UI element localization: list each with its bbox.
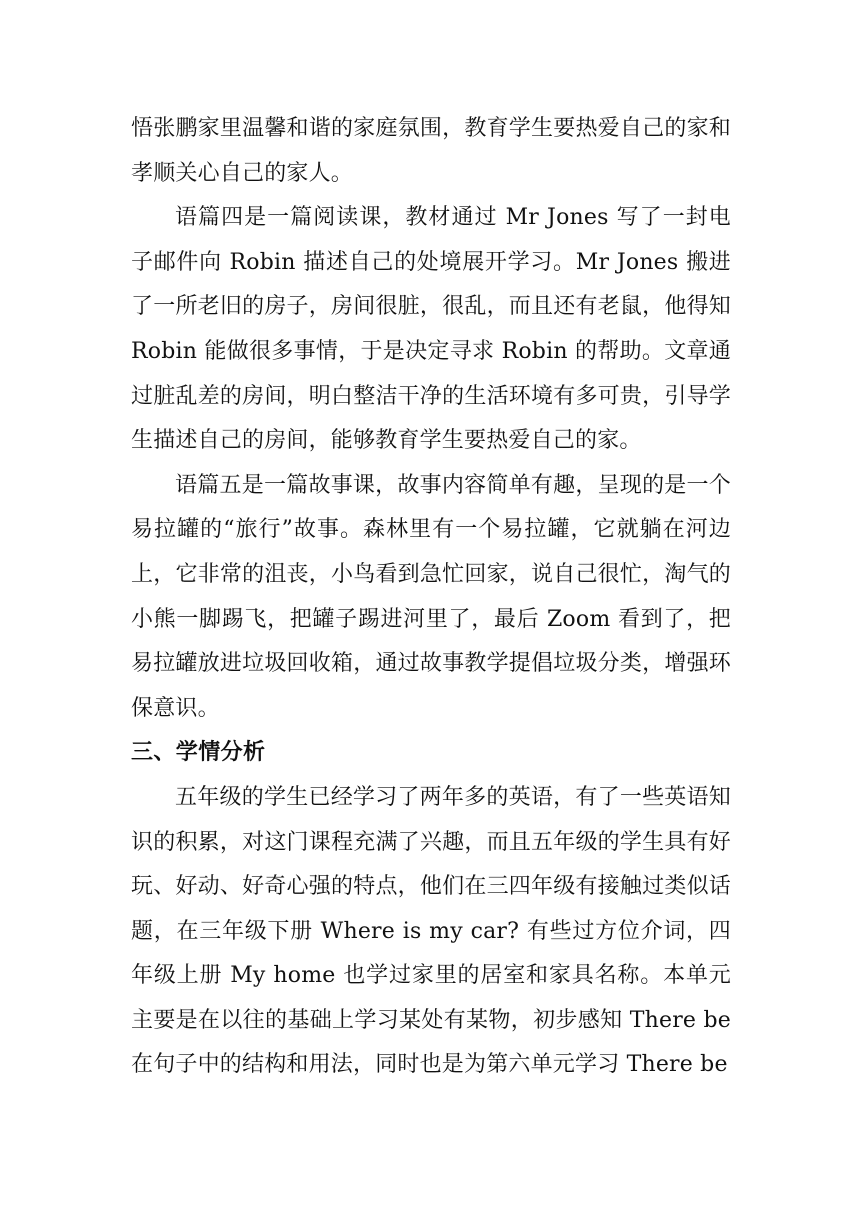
paragraph-learner-analysis: 五年级的学生已经学习了两年多的英语，有了一些英语知识的积累，对这门课程充满了兴趣，而且五年级的学生具有好玩、好动、好奇心强的特点，他们在三四年级有接触过类似话题，在三年级下册 Where is my car? 有些过方位介词，四年级上册 My home 也学过家里的居室和家具名称。本单元主要是在以往的基础上学习某处有某物，初步感知 There be 在句子中的结构和用法，同时也是为第六单元学习 There be bbox=[131, 784, 731, 1078]
paragraph-text-four: 语篇四是一篇阅读课，教材通过 Mr Jones 写了一封电子邮件向 Robin 描述自己的处境展开学习。Mr Jones 搬进了一所老旧的房子，房间很脏，很乱，而且还有老鼠，他得知 Robin 能做很多事情，于是决定寻求 Robin 的帮助。文章通过脏乱差的房间，明白整洁干净的生活环境有多可贵，引导学生描述自己的房间，能够教育学生要热爱自己的家。 bbox=[131, 205, 731, 454]
paragraph-text-five: 语篇五是一篇故事课，故事内容简单有趣，呈现的是一个易拉罐的“旅行”故事。森林里有一个易拉罐，它就躺在河边上，它非常的沮丧，小鸟看到急忙回家，说自己很忙，淘气的小熊一脚踢飞，把罐子踢进河里了，最后 Zoom 看到了，把易拉罐放进垃圾回收箱，通过故事教学提倡垃圾分类，增强环保意识。 bbox=[131, 472, 731, 721]
section-heading: 三、学情分析 bbox=[131, 740, 266, 766]
document-page bbox=[131, 107, 731, 1088]
paragraph-continuation: 悟张鹏家里温馨和谐的家庭氛围，教育学生要热爱自己的家和孝顺关心自己的家人。 bbox=[131, 116, 731, 186]
